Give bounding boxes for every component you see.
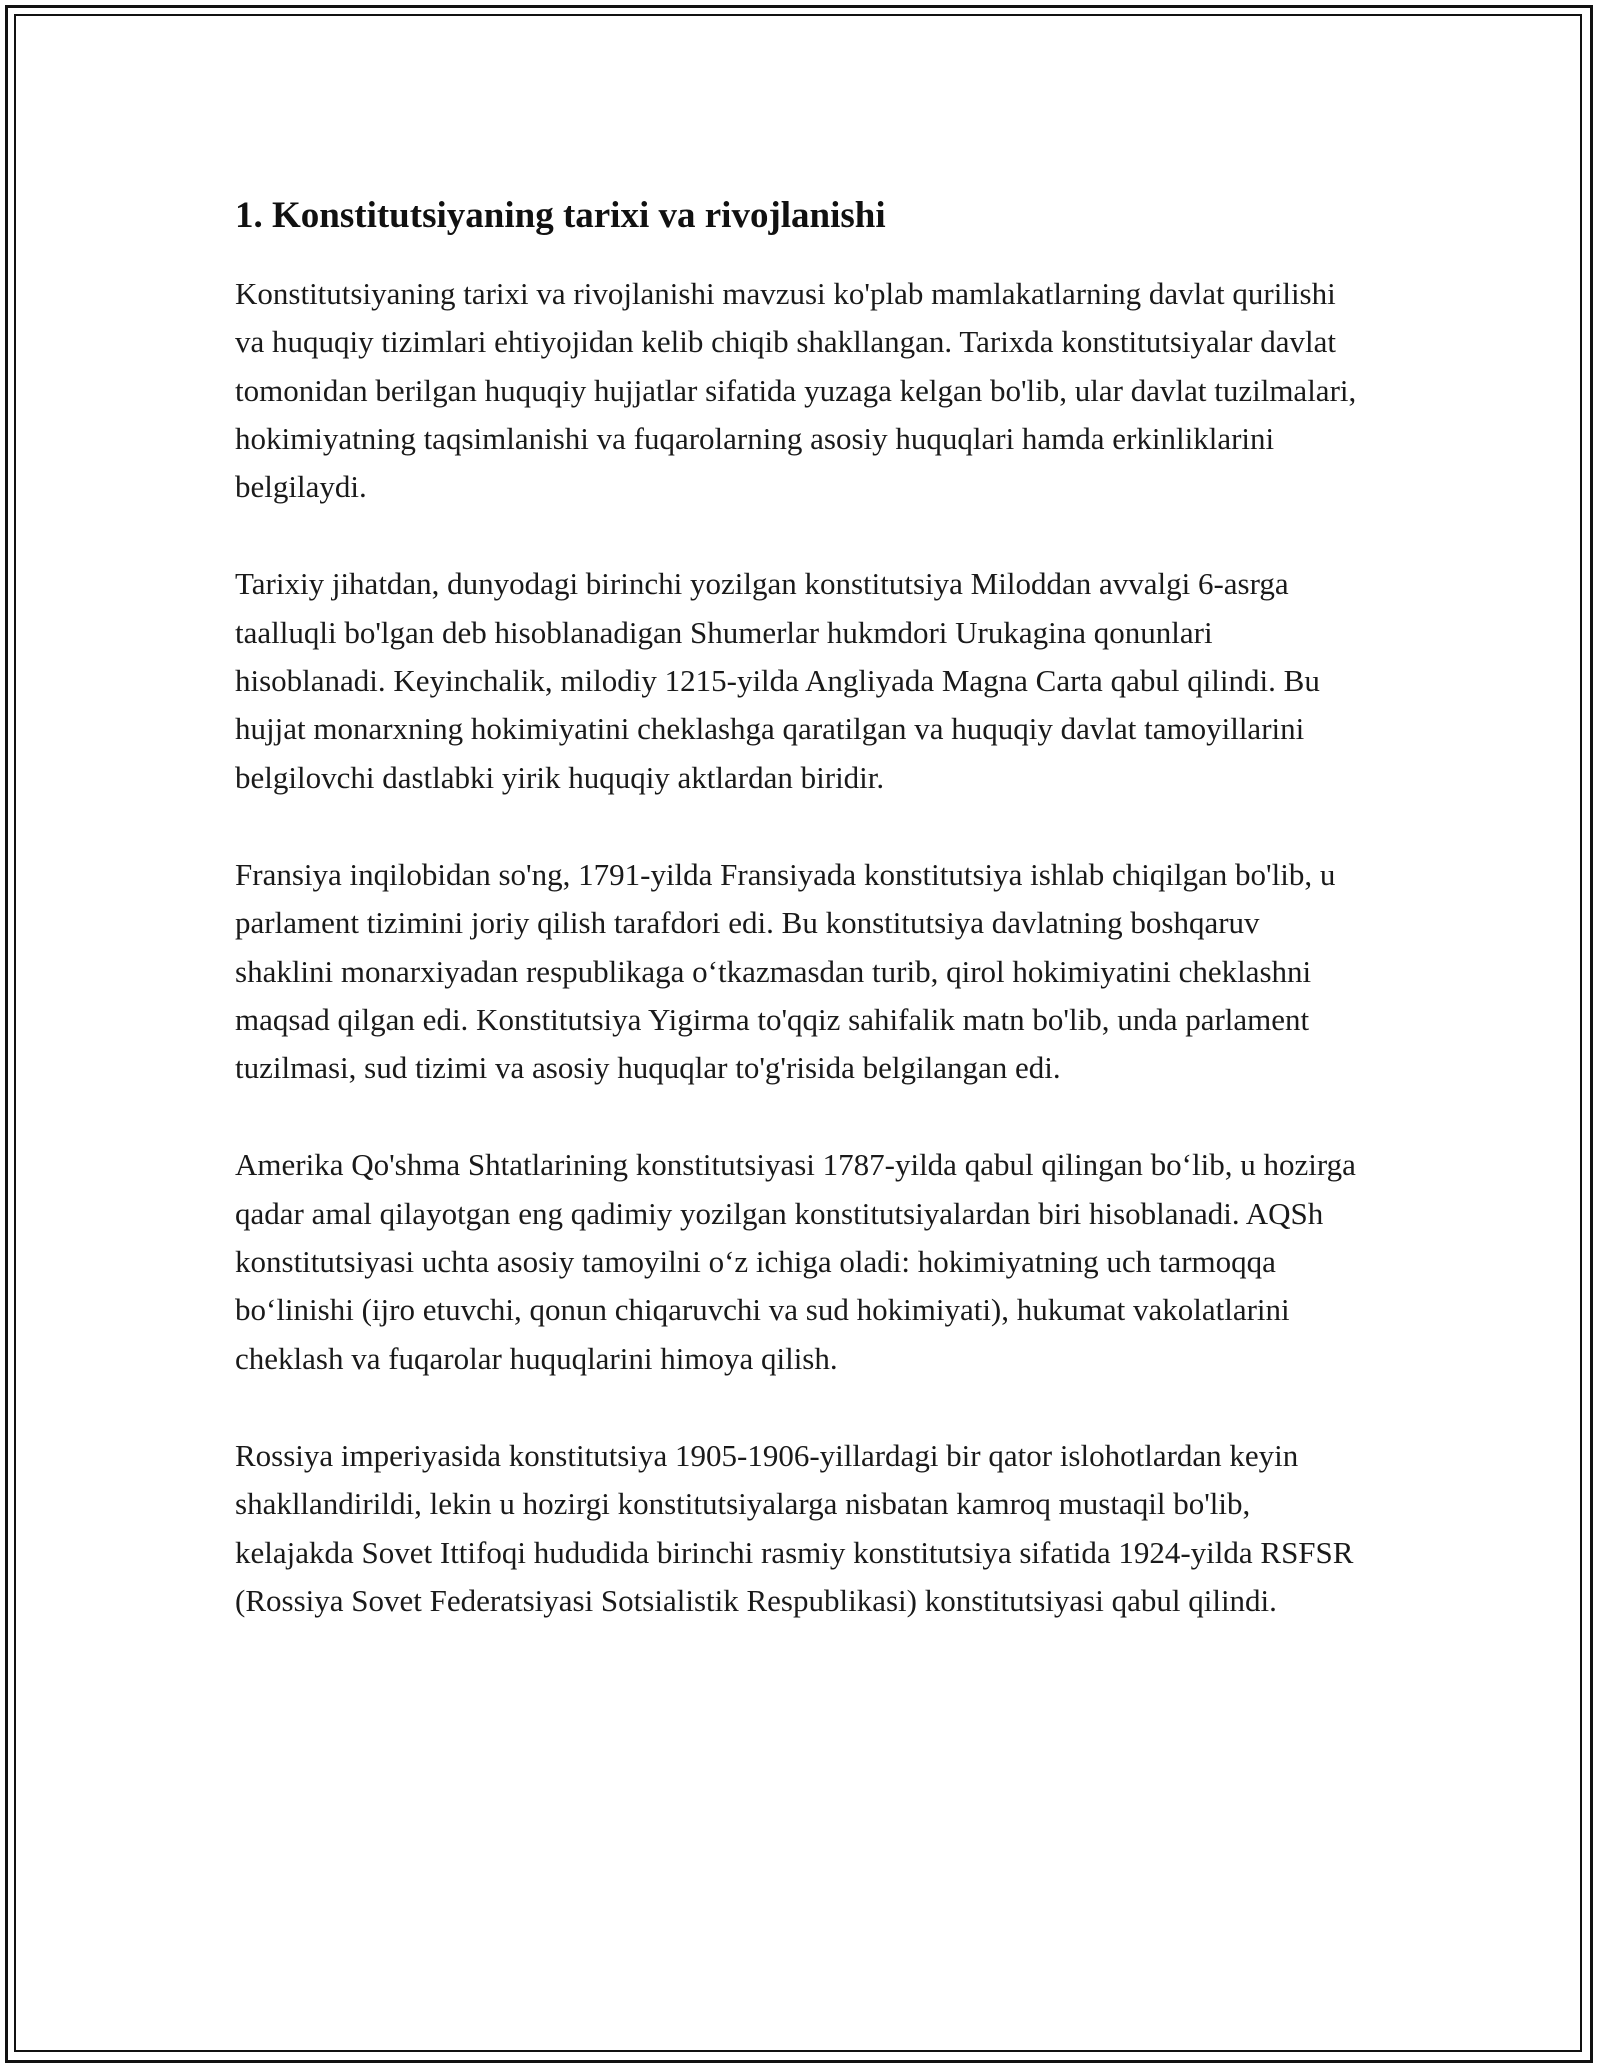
paragraph-usa: Amerika Qo'shma Shtatlarining konstitutsiyasi 1787-yilda qabul qilingan boʻlib, u hozirga qadar amal qilayotgan eng qadimiy yozilgan konstitutsiyalardan biri hisoblanadi. AQSh konstitutsiyasi uchta asosiy tamoyilni oʻz ichiga oladi: hokimiyatning uch tarmoqqa boʻlinishi (ijro etuvchi, qonun chiqaruvchi va sud hokimiyati), hukumat vakolatlarini cheklash va fuqarolar huquqlarini himoya qilish.	[235, 1147, 1356, 1376]
paragraph-intro: Konstitutsiyaning tarixi va rivojlanishi mavzusi ko'plab mamlakatlarning davlat qurilishi va huquqiy tizimlari ehtiyojidan kelib chiqib shakllangan. Tarixda konstitutsiyalar davlat tomonidan berilgan huquqiy hujjatlar sifatida yuzaga kelgan bo'lib, ular davlat tuzilmalari, hokimiyatning taqsimlanishi va fuqarolarning asosiy huquqlari hamda erkinliklarini belgilaydi.	[235, 276, 1357, 505]
paragraph-france: Fransiya inqilobidan so'ng, 1791-yilda Fransiyada konstitutsiya ishlab chiqilgan bo'lib, u parlament tizimini joriy qilish tarafdori edi. Bu konstitutsiya davlatning boshqaruv shaklini monarxiyadan respublikaga oʻtkazmasdan turib, qirol hokimiyatini cheklashni maqsad qilgan edi. Konstitutsiya Yigirma to'qqiz sahifalik matn bo'lib, unda parlament tuzilmasi, sud tizimi va asosiy huquqlar to'g'risida belgilangan edi.	[235, 856, 1336, 1086]
document-body	[235, 188, 1365, 1674]
section-heading: 1. Konstitutsiyaning tarixi va rivojlanishi	[235, 195, 886, 236]
paragraph-russia: Rossiya imperiyasida konstitutsiya 1905-1906-yillardagi bir qator islohotlardan keyin shakllandirildi, lekin u hozirgi konstitutsiyalarga nisbatan kamroq mustaqil bo'lib, kelajakda Sovet Ittifoqi hududida birinchi rasmiy konstitutsiya sifatida 1924-yilda RSFSR (Rossiya Sovet Federatsiyasi Sotsialistik Respublikasi) konstitutsiyasi qabul qilindi.	[235, 1437, 1354, 1618]
paragraph-early-history: Tarixiy jihatdan, dunyodagi birinchi yozilgan konstitutsiya Miloddan avvalgi 6-asrga taalluqli bo'lgan deb hisoblanadigan Shumerlar hukmdori Urukagina qonunlari hisoblanadi. Keyinchalik, milodiy 1215-yilda Angliyada Magna Carta qabul qilindi. Bu hujjat monarxning hokimiyatini cheklashga qaratilgan va huquqiy davlat tamoyillarini belgilovchi dastlabki yirik huquqiy aktlardan biridir.	[235, 566, 1320, 795]
